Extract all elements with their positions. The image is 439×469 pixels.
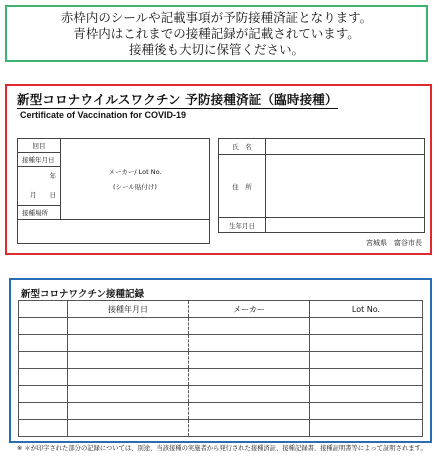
date-label: 接種年月日: [17, 152, 61, 167]
sticker-area: [60, 138, 210, 220]
table-row: [19, 420, 423, 437]
birth-label: 生年月日: [218, 217, 266, 233]
day-label: 日: [49, 191, 56, 199]
dose-label: 回目: [17, 138, 61, 153]
vaccination-record: [9, 278, 432, 443]
certificate-subtitle: Certificate of Vaccination for COVID-19: [20, 110, 187, 120]
header-dose: [19, 301, 68, 318]
table-row: [19, 318, 423, 335]
month-label: 月: [30, 191, 37, 199]
record-title: 新型コロナワクチン接種記録: [21, 289, 145, 300]
vaccination-certificate: [5, 84, 432, 255]
record-table: [18, 300, 423, 437]
notice-line-3: 接種後も大切に保管ください。: [128, 42, 304, 57]
issuer: 宮城県 富谷市長: [366, 239, 422, 247]
header-lot: Lot No.: [310, 301, 423, 318]
table-row: [19, 352, 423, 369]
year-label: 年: [49, 172, 56, 180]
maker-lot-label: メーカー/ Lot No.: [108, 168, 162, 176]
table-row: [19, 403, 423, 420]
notice-box: [5, 5, 428, 62]
certificate-title: 新型コロナウイルスワクチン 予防接種済証（臨時接種）: [17, 92, 338, 107]
date-entry: [17, 166, 61, 206]
notice-line-2: 青枠内はこれまでの接種記録が記載されています。: [73, 26, 360, 41]
address-field: [265, 154, 425, 218]
footnote: ※ ＊が印字された部分の記録については、別途、当該接種の実施者から発行された接種済証、接種記録書、接種証明書等によって証明されます。: [17, 445, 427, 452]
notice-line-1: 赤枠内のシールや記載事項が予防接種済証となります。: [60, 10, 373, 25]
table-row: [19, 369, 423, 386]
name-field: [265, 138, 425, 155]
name-label: 氏 名: [218, 138, 266, 155]
record-header-row: [19, 301, 423, 318]
address-label: 住 所: [218, 154, 266, 218]
place-entry: [17, 219, 210, 244]
place-label: 接種場所: [17, 205, 61, 220]
birth-field: [265, 217, 425, 233]
header-date: 接種年月日: [68, 301, 189, 318]
header-maker: メーカー: [189, 301, 310, 318]
table-row: [19, 335, 423, 352]
sticker-label: (シール貼付け): [113, 183, 157, 191]
table-row: [19, 386, 423, 403]
